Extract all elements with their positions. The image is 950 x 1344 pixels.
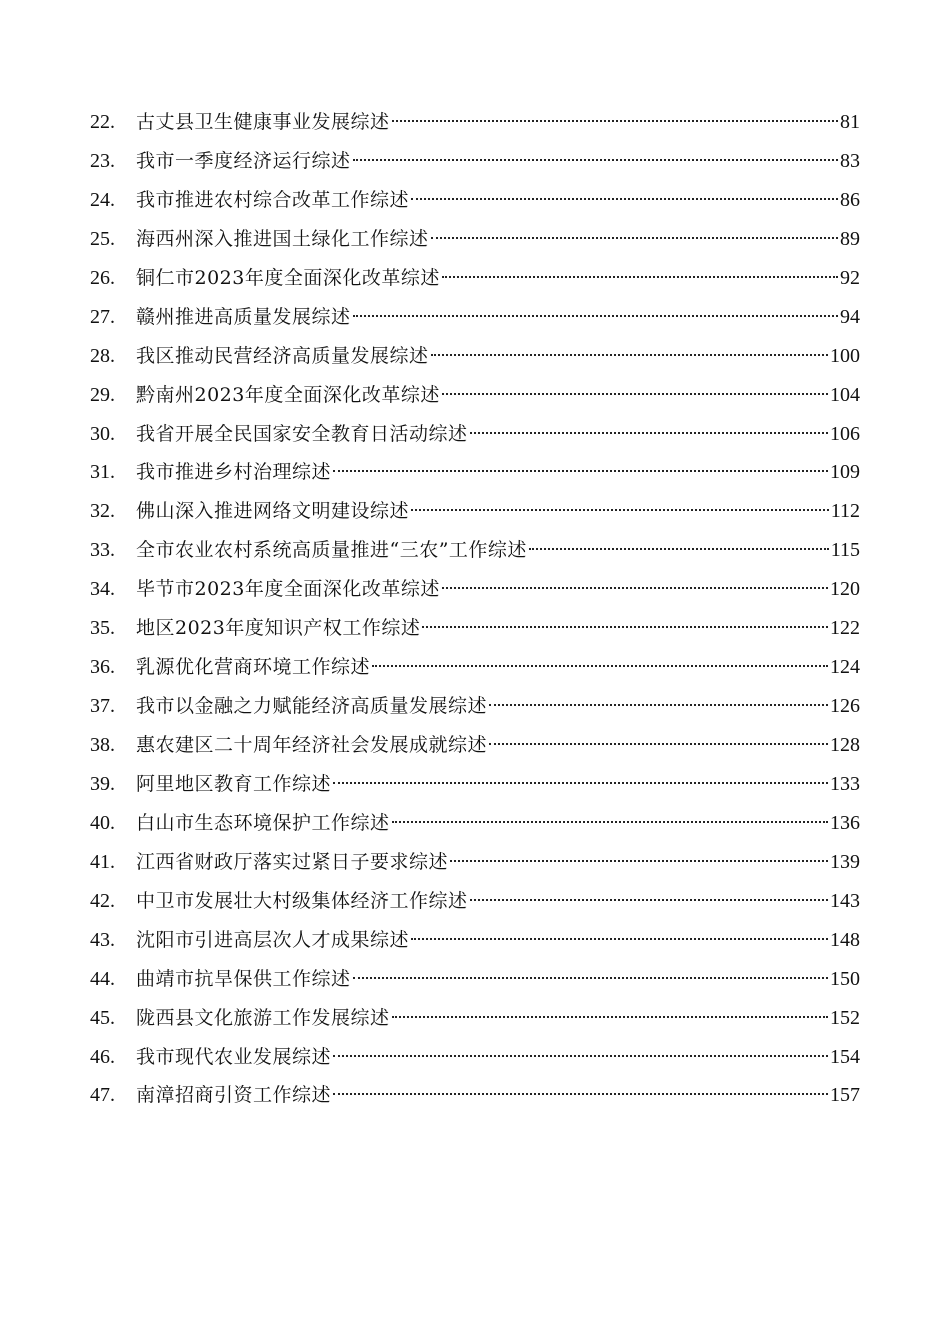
toc-entry-number: 22. [90, 111, 115, 133]
toc-entry-number: 44. [90, 967, 115, 990]
toc-entry [90, 259, 860, 298]
toc-entry-title: 赣州推进高质量发展综述 [136, 305, 351, 328]
toc-entry-title: 我市推进农村综合改革工作综述 [136, 188, 410, 211]
toc-entry [90, 337, 860, 376]
toc-entry-page-number: 128 [830, 734, 860, 756]
toc-entry-title: 中卫市发展壮大村级集体经济工作综述 [136, 889, 468, 912]
toc-entry-page-number: 94 [840, 305, 860, 328]
toc-entry [90, 921, 860, 960]
toc-dot-leader [353, 977, 828, 979]
toc-dot-leader [411, 509, 829, 511]
toc-dot-leader [333, 782, 828, 784]
toc-entry [90, 804, 860, 843]
toc-dot-leader [333, 470, 828, 472]
toc-entry-title: 乳源优化营商环境工作综述 [136, 656, 371, 679]
toc-entry [90, 648, 860, 687]
toc-entry-number: 25. [90, 227, 115, 250]
toc-entry-number: 38. [90, 734, 115, 756]
toc-entry-title: 黔南州2023年度全面深化改革综述 [136, 383, 440, 406]
toc-entry-number: 30. [90, 422, 115, 445]
toc-entry-page-number: 86 [840, 188, 860, 211]
toc-entry-number: 40. [90, 811, 115, 834]
toc-dot-leader [392, 821, 828, 823]
toc-dot-leader [353, 315, 838, 317]
toc-entry-page-number: 148 [830, 928, 860, 951]
toc-entry [90, 609, 860, 648]
toc-dot-leader [470, 432, 828, 434]
toc-dot-leader [392, 120, 838, 122]
toc-entry-title: 我市现代农业发展综述 [136, 1045, 332, 1068]
toc-entry [90, 376, 860, 415]
toc-entry [90, 453, 860, 492]
toc-entry-number: 23. [90, 149, 115, 172]
toc-entry-number: 46. [90, 1045, 115, 1068]
toc-dot-leader [470, 899, 828, 901]
toc-entry-page-number: 109 [830, 461, 860, 484]
toc-entry-page-number: 115 [830, 539, 860, 562]
toc-entry-title: 我区推动民营经济高质量发展综述 [136, 344, 429, 367]
toc-entry-number: 37. [90, 695, 115, 718]
toc-dot-leader [431, 354, 828, 356]
toc-entry-number: 41. [90, 850, 115, 873]
toc-entry [90, 726, 860, 765]
toc-entry [90, 415, 860, 454]
toc-entry-page-number: 150 [830, 967, 860, 990]
toc-entry-number: 42. [90, 889, 115, 912]
toc-dot-leader [442, 276, 838, 278]
toc-entry-page-number: 139 [830, 850, 860, 873]
toc-entry-page-number: 92 [840, 266, 860, 289]
toc-entry [90, 570, 860, 609]
toc-entry-title: 地区2023年度知识产权工作综述 [136, 617, 421, 640]
toc-entry-page-number: 100 [830, 344, 860, 367]
toc-entry-number: 47. [90, 1084, 115, 1107]
toc-entry-page-number: 126 [830, 695, 860, 718]
toc-entry-page-number: 143 [830, 889, 860, 912]
toc-dot-leader [333, 1093, 828, 1095]
toc-entry-page-number: 120 [830, 578, 860, 601]
toc-entry-number: 35. [90, 617, 115, 640]
toc-entry-number: 43. [90, 928, 115, 951]
toc-entry [90, 492, 860, 531]
toc-entry-title: 佛山深入推进网络文明建设综述 [136, 500, 410, 523]
toc-entry-number: 29. [90, 383, 115, 406]
table-of-contents [90, 103, 860, 1115]
toc-entry-title: 我市一季度经济运行综述 [136, 149, 351, 172]
toc-entry [90, 220, 860, 259]
toc-entry [90, 687, 860, 726]
toc-dot-leader [333, 1055, 828, 1057]
toc-dot-leader [422, 626, 828, 628]
toc-entry-title: 陇西县文化旅游工作发展综述 [136, 1006, 390, 1029]
toc-entry-page-number: 122 [830, 617, 860, 640]
toc-entry-number: 28. [90, 344, 115, 367]
toc-dot-leader [372, 665, 828, 667]
toc-entry-page-number: 124 [830, 656, 860, 679]
toc-entry-title: 海西州深入推进国土绿化工作综述 [136, 227, 429, 250]
toc-entry-page-number: 152 [830, 1006, 860, 1029]
toc-entry-title: 白山市生态环境保护工作综述 [136, 811, 390, 834]
toc-entry-number: 39. [90, 772, 115, 795]
toc-entry-number: 32. [90, 500, 115, 523]
toc-entry-number: 34. [90, 578, 115, 601]
toc-entry [90, 142, 860, 181]
toc-entry-title: 阿里地区教育工作综述 [136, 772, 332, 795]
toc-entry [90, 765, 860, 804]
toc-entry-page-number: 81 [840, 111, 860, 133]
toc-entry [90, 1076, 860, 1115]
toc-entry-title: 我省开展全民国家安全教育日活动综述 [136, 422, 468, 445]
toc-entry-number: 26. [90, 266, 115, 289]
toc-entry [90, 999, 860, 1038]
toc-entry [90, 843, 860, 882]
toc-dot-leader [529, 548, 829, 550]
toc-entry-page-number: 106 [830, 422, 860, 445]
toc-entry-title: 毕节市2023年度全面深化改革综述 [136, 578, 440, 601]
toc-entry-title: 铜仁市2023年度全面深化改革综述 [136, 266, 440, 289]
toc-entry [90, 531, 860, 570]
toc-dot-leader [353, 159, 838, 161]
toc-entry-number: 27. [90, 305, 115, 328]
toc-dot-leader [431, 237, 838, 239]
toc-entry [90, 103, 860, 142]
toc-entry-title: 古丈县卫生健康事业发展综述 [136, 111, 390, 133]
toc-entry-title: 江西省财政厅落实过紧日子要求综述 [136, 850, 449, 873]
toc-dot-leader [489, 743, 828, 745]
toc-entry-page-number: 154 [830, 1045, 860, 1068]
toc-entry [90, 960, 860, 999]
toc-dot-leader [442, 587, 828, 589]
toc-entry-title: 沈阳市引进高层次人才成果综述 [136, 928, 410, 951]
toc-entry-page-number: 89 [840, 227, 860, 250]
toc-entry-title: 南漳招商引资工作综述 [136, 1084, 332, 1107]
toc-entry-number: 31. [90, 461, 115, 484]
toc-entry-title: 曲靖市抗旱保供工作综述 [136, 967, 351, 990]
toc-entry-page-number: 157 [830, 1084, 860, 1107]
toc-entry-number: 36. [90, 656, 115, 679]
toc-entry [90, 298, 860, 337]
toc-entry-page-number: 83 [840, 149, 860, 172]
toc-entry [90, 1038, 860, 1077]
toc-dot-leader [392, 1016, 828, 1018]
toc-entry-page-number: 133 [830, 772, 860, 795]
toc-entry-title: 惠农建区二十周年经济社会发展成就综述 [136, 734, 488, 756]
toc-entry-title: 我市推进乡村治理综述 [136, 461, 332, 484]
toc-dot-leader [411, 198, 838, 200]
toc-dot-leader [489, 704, 828, 706]
toc-entry-number: 45. [90, 1006, 115, 1029]
toc-entry-title: 全市农业农村系统高质量推进“三农”工作综述 [136, 539, 527, 562]
toc-entry-page-number: 104 [830, 383, 860, 406]
toc-entry-number: 24. [90, 188, 115, 211]
toc-entry-page-number: 136 [830, 811, 860, 834]
toc-entry-number: 33. [90, 539, 115, 562]
toc-entry-page-number: 112 [830, 500, 860, 523]
toc-dot-leader [442, 393, 828, 395]
toc-entry [90, 181, 860, 220]
toc-entry-title: 我市以金融之力赋能经济高质量发展综述 [136, 695, 488, 718]
toc-dot-leader [411, 938, 828, 940]
toc-dot-leader [450, 860, 828, 862]
toc-entry [90, 882, 860, 921]
